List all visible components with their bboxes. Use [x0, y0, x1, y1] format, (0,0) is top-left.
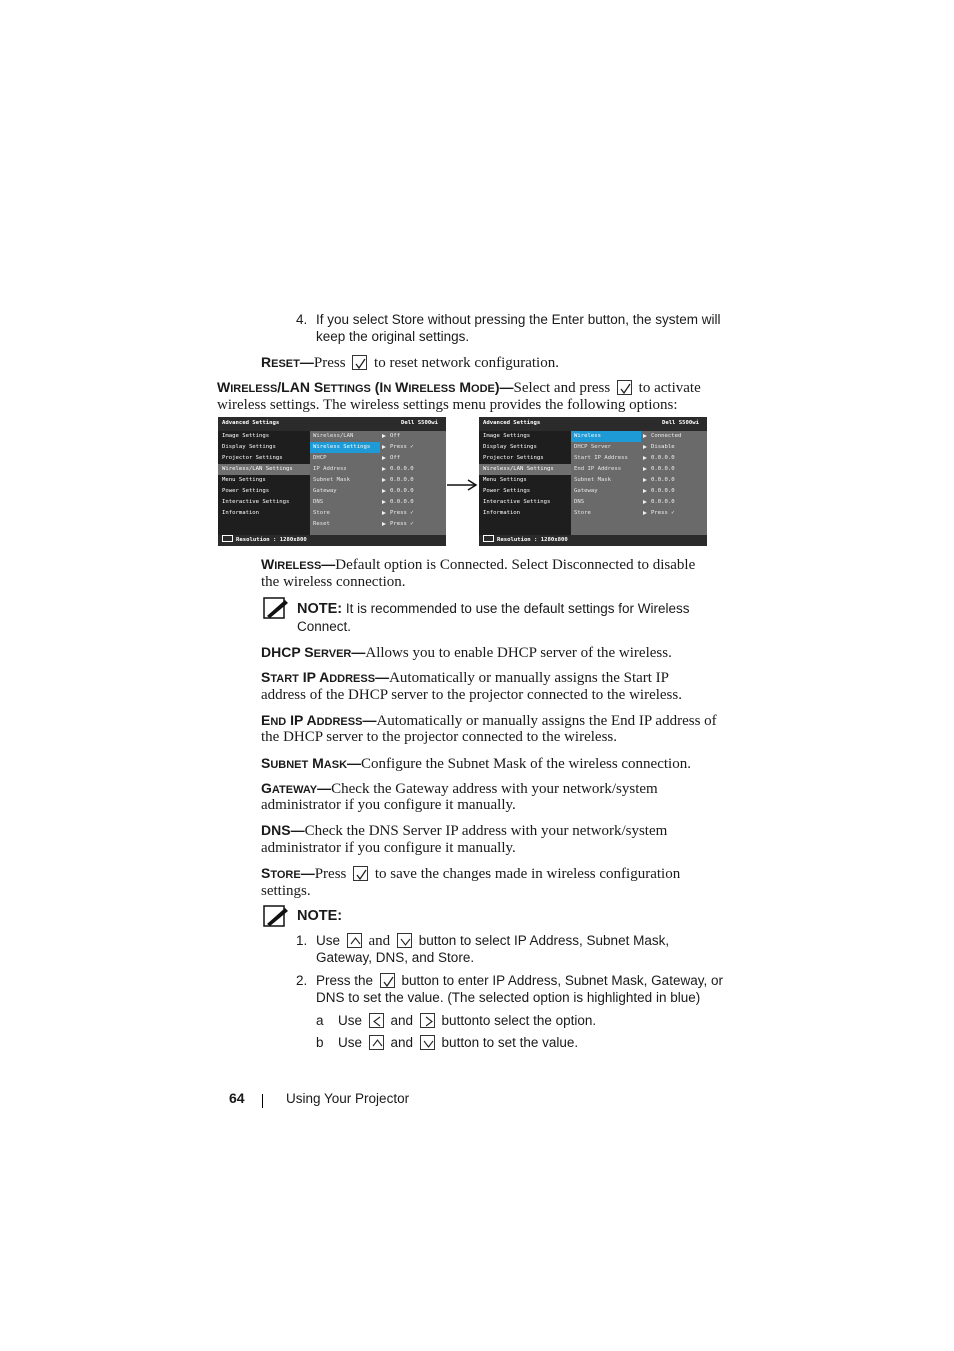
osd-value: Off	[380, 453, 446, 464]
footer-section-title: Using Your Projector	[286, 1091, 410, 1106]
osd-mid-item: DHCP	[313, 455, 327, 461]
osd-left-item: Menu Settings	[483, 477, 527, 483]
end-ip-heading: END IP ADDRESS—	[261, 712, 377, 728]
wireless-line2: the wireless connection.	[261, 574, 406, 590]
wireless-lan-heading: WIRELESS/LAN SETTINGS (IN WIRELESS MODE)—	[217, 379, 514, 395]
osd-mid-item: Start IP Address	[574, 455, 628, 461]
osd-mid-item-highlighted: Wireless Settings	[310, 442, 380, 453]
osd-value: 0.0.0.0	[641, 464, 707, 475]
osd-value: 0.0.0.0	[380, 497, 446, 508]
osd-value: Disable	[641, 442, 707, 453]
reset-paragraph: RESET—Press to reset network configuration.	[261, 354, 559, 371]
osd-value: Press ✓	[380, 519, 446, 530]
osd-left-menu	[218, 431, 310, 535]
dns-heading: DNS—	[261, 822, 305, 838]
osd-mid-item: Gateway	[574, 488, 598, 494]
osd-left-item: Interactive Settings	[222, 499, 290, 505]
note-item-2-line1: Press the button to enter IP Address, Subnet Mask, Gateway, or	[316, 973, 723, 988]
osd-mid-item: Gateway	[313, 488, 337, 494]
note-sub-a-letter: a	[316, 1013, 324, 1028]
reset-heading: RESET—	[261, 354, 314, 370]
osd-mid-item: DHCP Server	[574, 444, 612, 450]
osd-left-item: Information	[222, 510, 260, 516]
step-4-line2: keep the original settings.	[316, 329, 470, 344]
down-arrow-icon	[420, 1035, 435, 1050]
osd-menu-wireless-settings	[479, 417, 707, 546]
osd-value: Off	[380, 431, 446, 442]
osd-left-item-selected: Wireless/LAN Settings	[218, 464, 310, 475]
enter-term: Enter	[551, 312, 584, 327]
osd-right-values	[380, 431, 446, 535]
wireless-lan-paragraph: WIRELESS/LAN SETTINGS (IN WIRELESS MODE)—Select and press to activate	[217, 379, 701, 396]
osd-mid-item-highlighted: Wireless	[571, 431, 641, 442]
osd-mid-item: DNS	[574, 499, 585, 505]
projector-icon	[483, 535, 494, 542]
osd-mid-item: Subnet Mask	[313, 477, 351, 483]
start-ip-line2: address of the DHCP server to the projector connected to the wireless.	[261, 687, 682, 703]
note-sub-a: Use and buttonto select the option.	[338, 1013, 597, 1028]
right-arrow-icon	[446, 479, 478, 491]
connected-term: Connected	[439, 557, 505, 573]
osd-right-values	[641, 431, 707, 535]
osd-title: Advanced Settings	[222, 420, 280, 426]
osd-value: 0.0.0.0	[641, 475, 707, 486]
down-arrow-icon	[397, 933, 412, 948]
dns-paragraph: DNS—Check the DNS Server IP address with your network/system	[261, 822, 668, 839]
osd-value: Press ✓	[380, 442, 446, 453]
osd-left-item: Information	[483, 510, 521, 516]
osd-mid-item: End IP Address	[574, 466, 622, 472]
osd-value: 0.0.0.0	[380, 475, 446, 486]
osd-mid-menu	[310, 431, 380, 535]
wireless-paragraph: WIRELESS—Default option is Connected. Select Disconnected to disable	[261, 556, 696, 573]
osd-left-item: Power Settings	[222, 488, 270, 494]
start-ip-paragraph: START IP ADDRESS—Automatically or manually assigns the Start IP	[261, 669, 670, 686]
subnet-heading: SUBNET MASK—	[261, 755, 362, 771]
note-item-2-line2: DNS to set the value. (The selected option is highlighted in blue)	[316, 990, 701, 1005]
gateway-paragraph: GATEWAY—Check the Gateway address with your network/system	[261, 780, 658, 797]
osd-value: 0.0.0.0	[641, 453, 707, 464]
osd-left-item: Image Settings	[222, 433, 270, 439]
note-1-line1: NOTE: It is recommended to use the default settings for Wireless	[297, 601, 690, 617]
osd-mid-item: Subnet Mask	[574, 477, 612, 483]
osd-left-item: Display Settings	[222, 444, 276, 450]
right-arrow-key-icon	[420, 1013, 435, 1028]
subnet-paragraph: SUBNET MASK—Configure the Subnet Mask of the wireless connection.	[261, 755, 691, 772]
store-term: Store	[391, 312, 425, 327]
checkmark-icon	[353, 866, 368, 881]
osd-mid-item: DNS	[313, 499, 324, 505]
osd-left-item: Image Settings	[483, 433, 531, 439]
step-4-number: 4.	[296, 312, 308, 327]
note-item-1-line1: Use and button to select IP Address, Subnet Mask,	[316, 933, 670, 949]
osd-value: 0.0.0.0	[380, 486, 446, 497]
osd-brand: Dell S500wi	[661, 420, 699, 426]
note-item-1-line2: Gateway, DNS, and Store.	[316, 950, 475, 965]
wireless-heading: WIRELESS—	[261, 556, 336, 572]
osd-left-item: Menu Settings	[222, 477, 266, 483]
checkmark-icon	[617, 380, 632, 395]
osd-value: 0.0.0.0	[380, 464, 446, 475]
note-item-1-number: 1.	[296, 933, 308, 948]
osd-menu-wireless-lan	[218, 417, 446, 546]
note-pencil-icon	[263, 597, 289, 619]
osd-value: Press ✓	[380, 508, 446, 519]
end-ip-line2: the DHCP server to the projector connected to the wireless.	[261, 729, 618, 745]
footer-divider	[262, 1094, 263, 1108]
osd-left-item: Power Settings	[483, 488, 531, 494]
note-pencil-icon	[263, 905, 289, 927]
note-sub-b-letter: b	[316, 1035, 324, 1050]
dhcp-server-heading: DHCP SERVER—	[261, 644, 366, 660]
gateway-line2: administrator if you configure it manually.	[261, 797, 516, 813]
note-item-2-number: 2.	[296, 973, 308, 988]
osd-title: Advanced Settings	[483, 420, 541, 426]
disconnected-term: Disconnected	[551, 557, 634, 573]
osd-value: Connected	[641, 431, 707, 442]
up-arrow-icon	[369, 1035, 384, 1050]
note-label: NOTE:	[297, 601, 343, 617]
projector-icon	[222, 535, 233, 542]
store-heading: STORE—	[261, 865, 315, 881]
osd-left-item: Interactive Settings	[483, 499, 551, 505]
osd-left-item: Projector Settings	[483, 455, 544, 461]
store-line2: settings.	[261, 883, 311, 899]
start-ip-heading: START IP ADDRESS—	[261, 669, 390, 685]
dhcp-server-paragraph: DHCP SERVER—Allows you to enable DHCP server of the wireless.	[261, 644, 672, 661]
gateway-heading: GATEWAY—	[261, 780, 332, 796]
step-4-line1: If you select Store without pressing the Enter button, the system will	[316, 312, 721, 327]
osd-value: Press ✓	[641, 508, 707, 519]
osd-mid-item: Wireless/LAN	[313, 433, 354, 439]
osd-mid-item: IP Address	[313, 466, 347, 472]
osd-value: 0.0.0.0	[641, 497, 707, 508]
dns-line2: administrator if you configure it manually.	[261, 840, 516, 856]
osd-left-menu	[479, 431, 571, 535]
wireless-lan-line2: wireless settings. The wireless settings menu provides the following options:	[217, 397, 678, 413]
end-ip-paragraph: END IP ADDRESS—Automatically or manually assigns the End IP address of	[261, 712, 717, 729]
checkmark-icon	[380, 973, 395, 988]
osd-mid-menu	[571, 431, 641, 535]
osd-value: 0.0.0.0	[641, 486, 707, 497]
osd-mid-item: Reset	[313, 521, 330, 527]
store-paragraph: STORE—Press to save the changes made in wireless configuration	[261, 865, 681, 882]
osd-left-item: Projector Settings	[222, 455, 283, 461]
note-sub-b: Use and button to set the value.	[338, 1035, 579, 1050]
osd-brand: Dell S500wi	[400, 420, 438, 426]
osd-left-item: Display Settings	[483, 444, 537, 450]
osd-mid-item: Store	[574, 510, 591, 516]
osd-mid-item: Store	[313, 510, 330, 516]
osd-resolution: Resolution : 1280x800	[483, 535, 568, 543]
osd-resolution: Resolution : 1280x800	[222, 535, 307, 543]
left-arrow-icon	[369, 1013, 384, 1028]
checkmark-icon	[352, 355, 367, 370]
note-label: NOTE:	[297, 908, 343, 924]
note-1-line2: Connect.	[297, 619, 352, 634]
osd-left-item-selected: Wireless/LAN Settings	[479, 464, 571, 475]
page-number: 64	[229, 1090, 245, 1106]
up-arrow-icon	[347, 933, 362, 948]
